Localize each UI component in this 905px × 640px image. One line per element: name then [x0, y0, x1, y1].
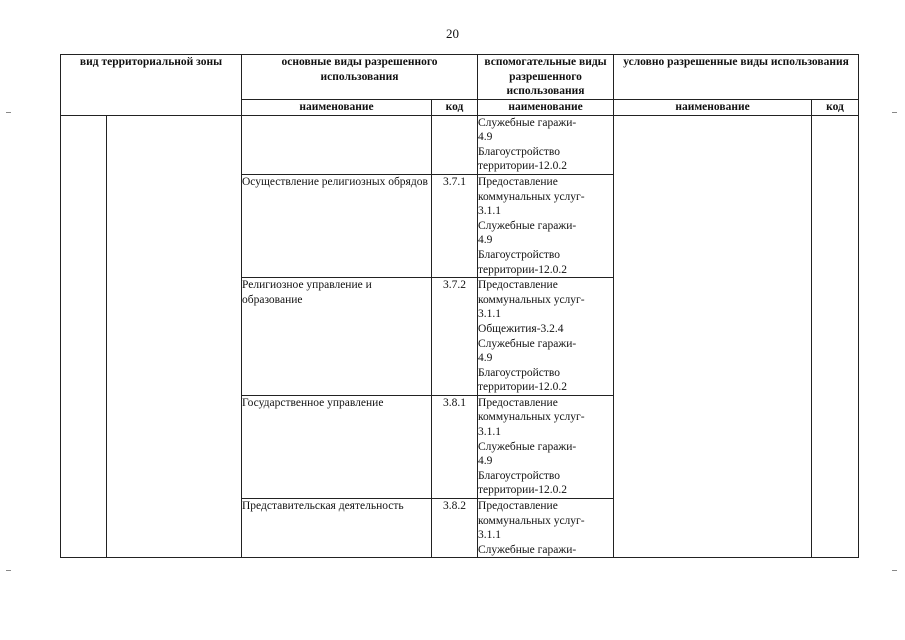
aux-line: Служебные гаражи- [478, 543, 577, 556]
aux-line: коммунальных услуг- [478, 514, 585, 527]
aux-line: 4.9 [478, 455, 493, 468]
aux-line: Служебные гаражи- [478, 219, 577, 232]
page-number: 20 [446, 26, 459, 41]
header-conditional-uses: условно разрешенные виды использования [614, 55, 859, 100]
aux-line: Предоставление [478, 500, 558, 513]
aux-line: Предоставление [478, 279, 558, 292]
header-zone-type: вид территориальной зоны [61, 55, 242, 116]
aux-line: 3.1.1 [478, 426, 502, 439]
aux-line: Благоустройство [478, 366, 560, 379]
auxiliary-uses-cell [478, 499, 614, 558]
margin-mark [892, 570, 897, 571]
auxiliary-uses-cell [478, 395, 614, 498]
margin-mark [6, 112, 11, 113]
header-auxiliary-uses: вспомогательные виды разрешенного использования [478, 55, 614, 100]
aux-line: Благоустройство [478, 248, 560, 261]
aux-line: территории-12.0.2 [478, 381, 568, 394]
aux-line: 3.1.1 [478, 308, 502, 321]
main-use-code: 3.8.2 [432, 499, 478, 558]
aux-line: территории-12.0.2 [478, 263, 568, 276]
aux-line: 3.1.1 [478, 205, 502, 218]
aux-line: Предоставление [478, 175, 558, 188]
main-use-name: Государственное управление [242, 395, 432, 498]
margin-mark [892, 112, 897, 113]
subheader-main-code: код [432, 100, 478, 116]
main-use-code: 3.7.1 [432, 174, 478, 277]
aux-line: коммунальных услуг- [478, 411, 585, 424]
aux-line: Благоустройство [478, 469, 560, 482]
aux-line: 4.9 [478, 234, 493, 247]
subheader-cond-name: наименование [614, 100, 812, 116]
aux-line: Служебные гаражи- [478, 440, 577, 453]
aux-line: 4.9 [478, 131, 493, 144]
main-use-name [242, 115, 432, 174]
header-main-uses: основные виды разрешенного использования [242, 55, 478, 100]
main-use-name: Религиозное управление и образование [242, 278, 432, 396]
auxiliary-uses-cell [478, 174, 614, 277]
main-use-code [432, 115, 478, 174]
zone-subdivider [106, 116, 107, 558]
aux-line: территории-12.0.2 [478, 160, 568, 173]
aux-line: коммунальных услуг- [478, 293, 585, 306]
main-use-name: Осуществление религиозных обрядов [242, 174, 432, 277]
main-use-code: 3.7.2 [432, 278, 478, 396]
aux-line: Предоставление [478, 396, 558, 409]
aux-line: Благоустройство [478, 145, 560, 158]
aux-line: территории-12.0.2 [478, 484, 568, 497]
aux-line: 3.1.1 [478, 529, 502, 542]
conditional-use-name [614, 115, 812, 558]
auxiliary-uses-cell [478, 278, 614, 396]
auxiliary-uses-cell [478, 115, 614, 174]
aux-line: Общежития-3.2.4 [478, 322, 564, 335]
zones-table [60, 54, 859, 558]
main-use-code: 3.8.1 [432, 395, 478, 498]
zone-type-cell [61, 115, 242, 558]
aux-line: Служебные гаражи- [478, 337, 577, 350]
aux-line: 4.9 [478, 352, 493, 365]
aux-line: Служебные гаражи- [478, 116, 577, 129]
subheader-main-name: наименование [242, 100, 432, 116]
subheader-cond-code: код [812, 100, 859, 116]
margin-mark [6, 570, 11, 571]
conditional-use-code [812, 115, 859, 558]
aux-line: коммунальных услуг- [478, 190, 585, 203]
main-use-name: Представительская деятельность [242, 499, 432, 558]
table-row [61, 115, 859, 174]
subheader-aux-name: наименование [478, 100, 614, 116]
